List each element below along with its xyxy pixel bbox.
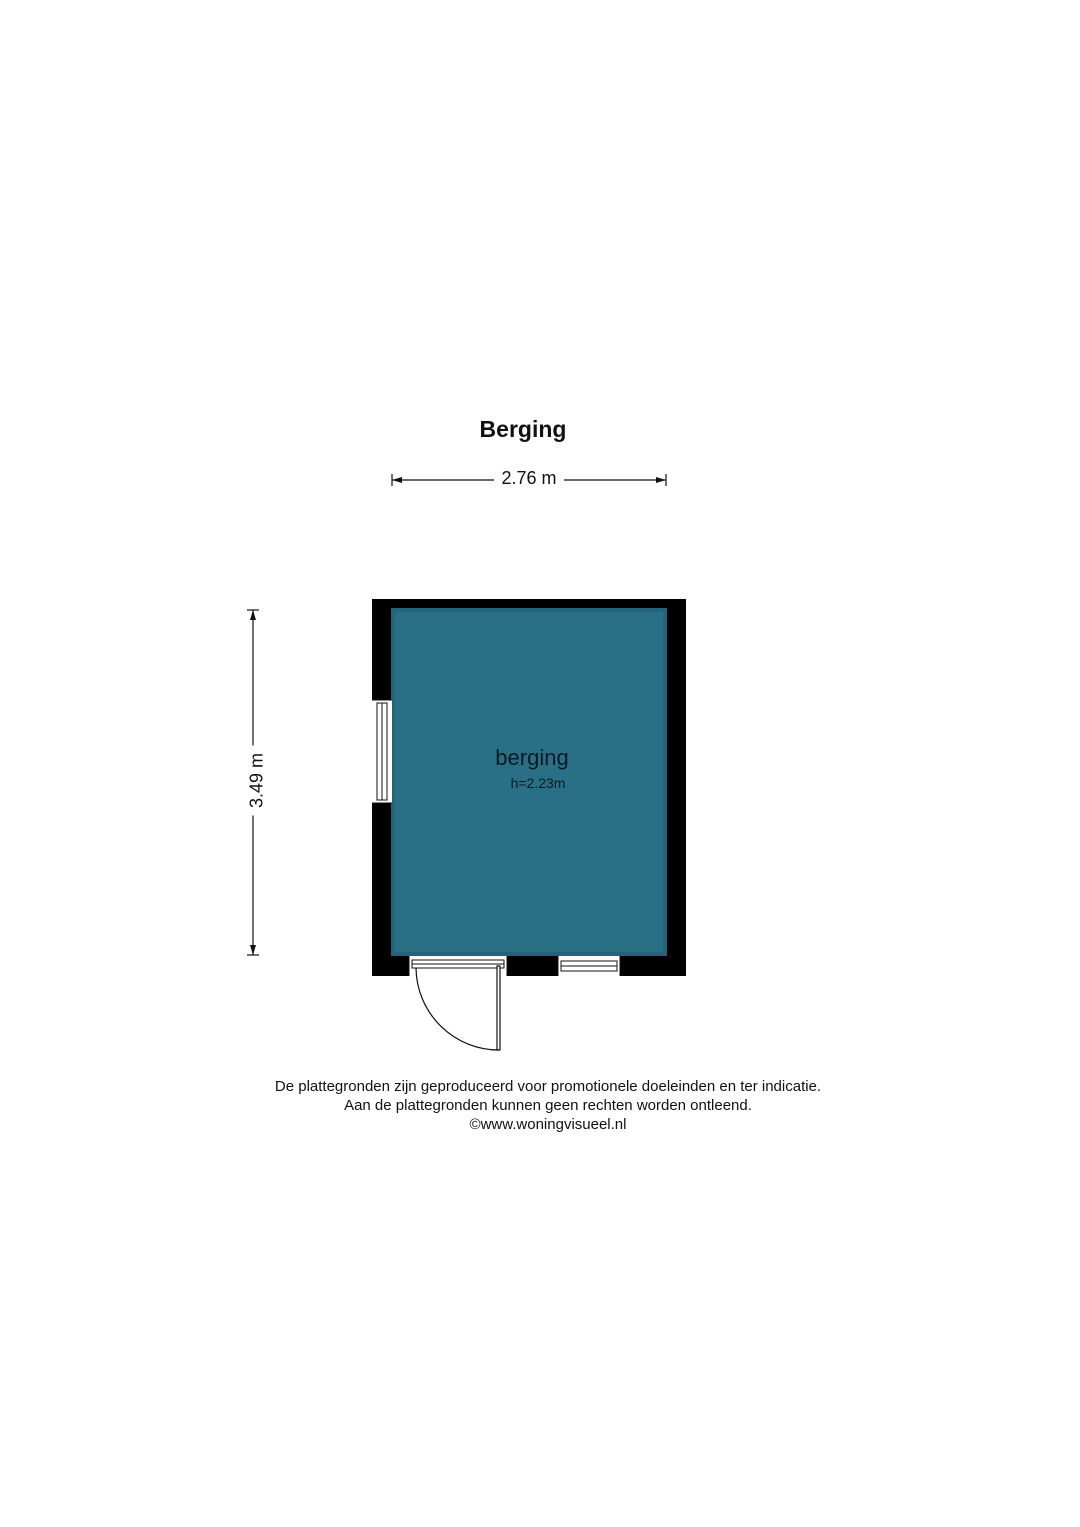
disclaimer xyxy=(0,1077,1080,1134)
disclaimer-line-1: De plattegronden zijn geproduceerd voor promotionele doeleinden en ter indicatie. xyxy=(274,1078,822,1095)
window-left-wall xyxy=(372,700,392,803)
copyright-line: ©www.woningvisueel.nl xyxy=(469,1116,627,1133)
disclaimer-line-2: Aan de plattegronden kunnen geen rechten worden ontleend. xyxy=(344,1097,752,1114)
plan-title: Berging xyxy=(479,416,567,442)
depth-dimension-label: 3.49 m xyxy=(247,746,268,816)
window-bottom-wall xyxy=(558,956,620,976)
width-dimension-label: 2.76 m xyxy=(494,468,564,489)
room-height-label: h=2.23m xyxy=(510,775,566,791)
door-swing xyxy=(416,966,500,1050)
door-opening xyxy=(409,956,507,976)
room-label: berging xyxy=(495,745,569,770)
